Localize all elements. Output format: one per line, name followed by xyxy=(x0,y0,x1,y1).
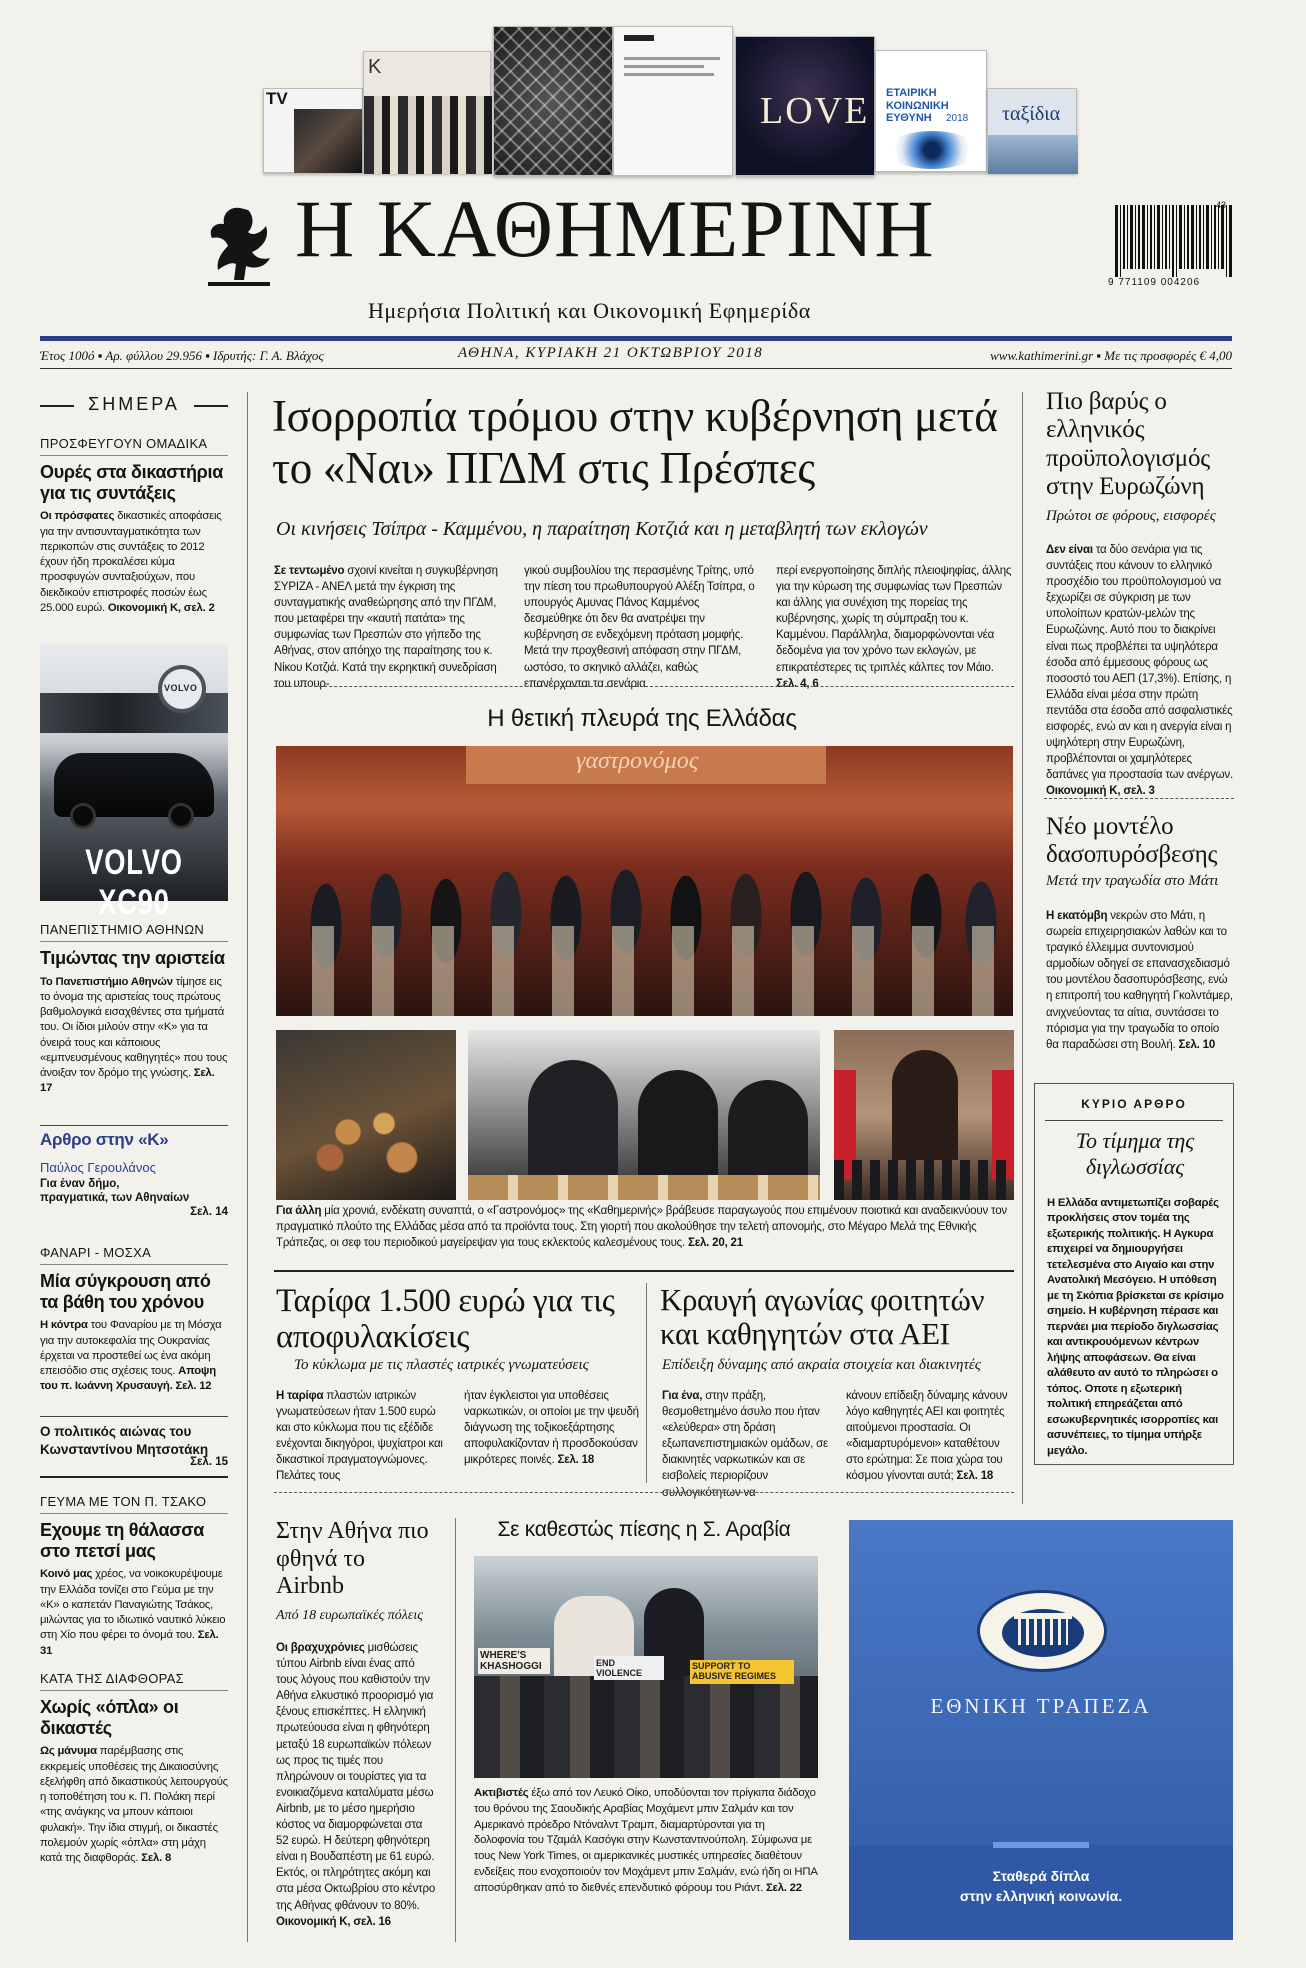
story-budget-headline[interactable]: Πιο βαρύς ο ελληνικός προϋπολογισμός στην Ευρωζώνη xyxy=(1046,388,1210,500)
kicker: ΓΕΥΜΑ ΜΕ ΤΟΝ Π. ΤΣΑΚΟ xyxy=(40,1494,228,1514)
story-headline[interactable]: Χωρίς «όπλα» οι δικαστές xyxy=(40,1697,179,1738)
page-ref: Σελ. 15 xyxy=(190,1456,228,1469)
cover-love-label: LOVE xyxy=(760,90,870,132)
photo-feature-label[interactable]: Η θετική πλευρά της Ελλάδας xyxy=(487,705,797,732)
story-budget-body: Δεν είναι τα δύο σενάρια για τις συντάξεις που κάνουν το ελληνικό προσχέδιο του προϋπολογισμού να ξεχωρίζει σε σύγκριση με των υπολοίπων κρατών-μελών της Ευρωζώνης. Αυτό που το διακρίνει είναι πως προβλέπει τα υψηλότερα έσοδα από έμμεσους φόρους ως ποσοστό του ΑΕΠ (17,3%). Επίσης, η Ελλάδα είναι μέσα στην πρώτη πεντάδα στα έσοδα από ασφαλιστικές εισφορές, ενώ αν και η ανεργία είναι η υψηλότερη στην Ευρωζώνη, προβλέπονται οι χαμηλότερες δαπάνες για προστασία των ανέργων. Οικονομική Κ, σελ. 3 xyxy=(1046,544,1233,798)
volvo-logo-icon: VOLVO xyxy=(158,665,206,713)
dashed-divider xyxy=(274,686,1014,687)
divider xyxy=(40,1416,228,1417)
divider xyxy=(40,1476,228,1478)
cover-tv[interactable] xyxy=(263,88,363,173)
griffin-logo-icon xyxy=(200,200,278,290)
cover-tv-label: TV xyxy=(266,89,288,108)
story-pensions[interactable] xyxy=(40,436,228,616)
article-title: Για έναν δήμο, πραγματικά, των Αθηναίων xyxy=(40,1177,190,1205)
supplement-covers xyxy=(235,48,1061,173)
editorial-kicker: ΚΥΡΙΟ ΑΡΘΡΟ xyxy=(1081,1097,1187,1111)
food-photo-1[interactable] xyxy=(276,1030,456,1200)
story-firefighting-deck: Μετά την τραγωδία στο Μάτι xyxy=(1046,873,1219,889)
masthead-subtitle: Ημερήσια Πολιτική και Οικονομική Εφημερίδα xyxy=(368,298,811,323)
cover-magazine[interactable] xyxy=(613,26,733,176)
dashed-divider xyxy=(1044,798,1234,799)
barcode-number: 9 771109 004206 xyxy=(1108,277,1201,288)
story-firefighting-body: Η εκατόμβη νεκρών στο Μάτι, η σωρεία επιχειρησιακών λαθών και το τραγικό έλλειμμα συντονισμού αρμοδίων οδηγεί σε επανασχεδιασμό του μοντέλου δασοπυρόσβεσης, ενώ η επιτροπή του καθηγητή Γκολντάμερ, ανιχνεύοντας τα αίτια, συντάσσει το πόρισμα για την τραγωδία το οποίο θα παραδώσει στη Βουλή. Σελ. 10 xyxy=(1046,910,1233,1051)
editorial-body: Η Ελλάδα αντιμετωπίζει σοβαρές προκλήσεις στον τομέα της εξωτερικής πολιτικής. Η Αγκυρα επιχειρεί να δημιουργήσει τετελεσμένα στο Αιγαίο και στην Ανατολική Μεσόγειο. Η υπόθεση με τη Σκόπια βρίσκεται σε κρίσιμο σημείο. Η κυβέρνηση πέρασε και περνάει μια περίοδο διγλωσσίας και αντικρουόμενων κέντρων λήψης αποφάσεων. Θα είναι αλάθευτο αν αυτό το πληρώσει ο τόπος. Οποτε η εξωτερική πολιτική επηρεάζεται από εσωκυβερνητικές ισορροπίες και ασυνέπειες, το τίμημα υπήρξε μεγάλο. xyxy=(1047,1197,1224,1457)
story-body: Οι πρόσφατες δικαστικές αποφάσεις για την αντισυνταγματικότητα των περικοπών στις συντάξεις το 2012 έχουν ήδη προκαλέσει κύμα προσφυγών συνταξιούχων, που διεκδικούν επιστροφές ποσών έως 25.000 ευρώ. Οικονομική Κ, σελ. 2 xyxy=(40,510,222,614)
lead-deck: Οι κινήσεις Τσίπρα - Καμμένου, η παραίτηση Κοτζιά και η μεταβλητή των εκλογών xyxy=(276,518,928,540)
story-headline[interactable]: Ουρές στα δικαστήρια για τις συντάξεις xyxy=(40,462,223,503)
chefs-photo[interactable] xyxy=(468,1030,820,1200)
bank-name: ΕΘΝΙΚΗ ΤΡΑΠΕΖΑ xyxy=(930,1694,1152,1718)
kicker: ΠΡΟΣΦΕΥΓΟΥΝ ΟΜΑΔΙΚΑ xyxy=(40,436,228,456)
story-b-col2: κάνουν επίδειξη δύναμης κάνουν λόγο καθηγητές ΑΕΙ και φοιτητές αιτούμενοι προστασία. Οι «διαμαρτυρόμενοι» καταθέτουν στο ερώτημα: Σε ποια χώρα του κόσμου γίνονται αυτά; Σελ. 18 xyxy=(846,1390,1008,1483)
cover-portrait[interactable] xyxy=(493,26,613,176)
story-mitsotakis[interactable] xyxy=(40,1423,228,1468)
story-c-deck: Από 18 ευρωπαϊκές πόλεις xyxy=(276,1608,423,1623)
kicker: ΚΑΤΑ ΤΗΣ ΔΙΑΦΘΟΡΑΣ xyxy=(40,1671,228,1691)
masthead-title[interactable]: Η ΚΑΘΗΜΕΡΙΝΗ xyxy=(295,183,935,274)
cover-travel-label: ταξίδια xyxy=(1002,103,1061,125)
story-a-headline[interactable]: Ταρίφα 1.500 ευρώ για τις αποφυλακίσεις xyxy=(276,1283,615,1356)
issue-info: Έτος 100ό ▪ Αρ. φύλλου 29.956 ▪ Ιδρυτής: Γ. Α. Βλάχος xyxy=(40,348,324,363)
bank-logo-icon xyxy=(977,1590,1107,1672)
cover-corporate-year: 2018 xyxy=(946,113,969,124)
banner-text: γαστρονόμος xyxy=(576,748,699,774)
volvo-ad-text: VOLVO XC90 xyxy=(85,843,183,922)
protest-caption: Ακτιβιστές έξω από τον Λευκό Οίκο, υποδύονται τον πρίγκιπα διάδοχο του θρόνου της Σαουδικής Αραβίας Μοχάμεντ μπιν Σαλμάν και τον Αμερικανό πρόεδρο Ντόναλντ Τραμπ, διαμαρτύρονται για τη δολοφονία του Τζαμάλ Κασόγκι στην Κωνσταντινούπολη. Σύμφωνα με τους New York Times, οι αμερικανικές μυστικές υπηρεσίες διαθέτουν ενδείξεις που ενοχοποιούν τον Μοχάμεντ μπιν Σαλμάν, ενώ ήδη οι ΗΠΑ αποσύρθηκαν από το διεθνές επενδυτικό φόρουμ του Ριάντ. Σελ. 22 xyxy=(474,1787,818,1894)
cover-k[interactable] xyxy=(363,51,491,173)
protest-sign-violence: END VIOLENCE xyxy=(594,1656,664,1680)
date-line: ΑΘΗΝΑ, ΚΥΡΙΑΚΗ 21 ΟΚΤΩΒΡΙΟΥ 2018 xyxy=(458,345,764,361)
cover-k-label: K xyxy=(368,56,382,78)
column-rule-left xyxy=(247,392,248,1942)
story-k-article[interactable] xyxy=(40,1130,228,1218)
kicker: ΦΑΝΑΡΙ - ΜΟΣΧΑ xyxy=(40,1245,228,1265)
story-headline[interactable]: Μία σύγκρουση από τα βάθη του χρόνου xyxy=(40,1271,211,1312)
info-rule xyxy=(40,368,1232,369)
story-a-col1: Η ταρίφα πλαστών ιατρικών γνωματεύσεων ήταν 1.500 ευρώ και στο κύκλωμα που τις εξέδιδε ενέχονται δικηγόροι, ψυχίατροι και δικαστικοί πραγματογνώμονες. Πελάτες τους xyxy=(276,1390,443,1483)
story-c-body: Οι βραχυχρόνιες μισθώσεις τύπου Airbnb είναι ένας από τους λόγους που καθιστούν την Αθήνα ελκυστικό προορισμό για ξένους επισκέπτες. Η ελληνική πρωτεύουσα είναι η φθηνότερη μεταξύ 18 ευρωπαϊκών πόλεων ως προς τις τιμές που πληρώνουν οι τουρίστες για τα ενοικιαζόμενα καταλύματα μέσω Airbnb, με το μέσο ημερήσιο κόστος να διαμορφώνεται στα 52 ευρώ. Η δεύτερη φθηνότερη είναι η Βουδαπέστη με 61 ευρώ. Εκτός, οι πληρότητες ακόμη και στα μέσα Οκτωβρίου στο κέντρο της Αθήνας φθάνουν το 80%. Οικονομική Κ, σελ. 16 xyxy=(276,1642,436,1928)
barcode-issue: 43 xyxy=(1216,200,1227,210)
story-budget-deck: Πρώτοι σε φόρους, εισφορές xyxy=(1046,508,1216,524)
editorial-box[interactable] xyxy=(1034,1083,1234,1465)
masthead-rule xyxy=(40,336,1232,341)
website-price[interactable]: www.kathimerini.gr ▪ Με τις προσφορές € 4,00 xyxy=(990,348,1232,363)
story-b-headline[interactable]: Κραυγή αγωνίας φοιτητών και καθηγητών στα ΑΕΙ xyxy=(660,1282,985,1352)
story-firefighting-headline[interactable]: Νέο μοντέλο δασοπυρόσβεσης xyxy=(1046,813,1218,869)
info-bar xyxy=(40,344,1232,366)
author: Παύλος Γερουλάνος xyxy=(40,1159,156,1175)
kicker: ΠΑΝΕΠΙΣΤΗΜΙΟ ΑΘΗΝΩΝ xyxy=(40,922,228,942)
story-headline[interactable]: Ο πολιτικός αιώνας του Κωνσταντίνου Μητσοτάκη xyxy=(40,1424,209,1457)
divider xyxy=(40,1125,228,1126)
megaro-mela-photo[interactable] xyxy=(834,1030,1014,1200)
column-rule xyxy=(455,1518,456,1942)
national-bank-ad[interactable] xyxy=(849,1520,1233,1940)
story-b-deck: Επίδειξη δύναμης από ακραία στοιχεία και διακινητές xyxy=(662,1357,981,1373)
story-a-col2: ήταν έγκλειστοι για υποθέσεις ναρκωτικών, οι οποίοι με την ψευδή διάγνωση της τοξικοεξάρτησης αποφυλακίζονταν ή προσδοκούσαν μικρότερες ποινές. Σελ. 18 xyxy=(464,1390,639,1467)
cover-love[interactable] xyxy=(735,36,875,176)
page-ref: Σελ. 14 xyxy=(190,1206,228,1218)
barcode-icon xyxy=(1115,205,1233,277)
cover-corporate[interactable] xyxy=(875,50,987,172)
section-rule xyxy=(274,1270,1014,1272)
award-group-photo[interactable] xyxy=(276,746,1013,1016)
protest-sign-regimes: SUPPORT TO ABUSIVE REGIMES xyxy=(690,1660,794,1684)
story-body: Κοινό μας χρέος, να νοικοκυρέψουμε την Ελλάδα τονίζει στο Γεύμα με την «Κ» ο καπετάν Παναγιώτης Τσάκος, μιλώντας για το ιδιωτικό ναυτικό λύκειο στη Χίο που φέρει το όνομά του. Σελ. 31 xyxy=(40,1568,226,1657)
today-label: ΣΗΜΕΡΑ xyxy=(40,394,228,415)
photo-caption: Για άλλη μία χρονιά, ενδέκατη συναπτά, ο «Γαστρονόμος» της «Καθημερινής» βράβευσε παραγωγούς που επιμένουν ποιοτικά και αναδεικνύουν τον πραγματικό πλούτο της Ελλάδας μέσα από τα προϊόντα τους. Στη γιορτή που ακολούθησε την τελετή απονομής, στο Μέγαρο Μελά της Εθνικής Τράπεζας, οι σεφ του περιοδικού μαγείρεψαν για τους εκλεκτούς καλεσμένους τους. Σελ. 20, 21 xyxy=(276,1205,1007,1250)
lead-body-col1: Σε τεντωμένο σχοινί κινείται η συγκυβέρνηση ΣΥΡΙΖΑ - ΑΝΕΛ μετά την έγκριση της συνταγματικής αναθεώρησης από την ΠΓΔΜ, που μεταφέρει την «καυτή πατάτα» της συμφωνίας των Πρεσπών στο γήπεδο της Αθήνας, στον απόηχο της παραίτησης του κ. Νίκου Κοτζιά. Κατά την εκρηκτική συνεδρίαση του υπουρ- xyxy=(274,565,498,690)
story-judges[interactable] xyxy=(40,1671,228,1866)
editorial-headline[interactable]: Το τίμημα της διγλωσσίας xyxy=(1075,1128,1195,1180)
protest-photo[interactable] xyxy=(474,1556,818,1778)
column-rule-right xyxy=(1022,392,1023,1504)
volvo-ad[interactable] xyxy=(40,643,228,922)
story-a-deck: Το κύκλωμα με τις πλαστές ιατρικές γνωματεύσεις xyxy=(294,1357,589,1373)
story-phanar[interactable] xyxy=(40,1245,228,1395)
story-d-headline[interactable]: Σε καθεστώς πίεσης η Σ. Αραβία xyxy=(497,1518,791,1541)
cover-travel[interactable] xyxy=(987,88,1077,173)
story-body: Η κόντρα του Φαναρίου με τη Μόσχα για την αυτοκεφαλία της Ουκρανίας έρχεται να προστεθεί ως ένα ακόμη επεισόδιο στις σχέσεις τους. Αποψη του π. Ιωάννη Χρυσαυγή. Σελ. 12 xyxy=(40,1319,222,1393)
story-c-headline[interactable]: Στην Αθήνα πιο φθηνά το Airbnb xyxy=(276,1518,429,1600)
lead-body-col2: γικού συμβουλίου της περασμένης Τρίτης, υπό την πίεση του πρωθυπουργού Αλέξη Τσίπρα, ο υπουργός Αμυνας Πάνος Καμμένος δεσμεύθηκε ότι δεν θα ανατρέψει την κυβέρνηση σε ενδεχόμενη πρόταση μομφής. Μετά την προχθεσινή απόφαση στην ΠΓΔΜ, ωστόσο, το σκηνικό αλλάζει, καθώς επανέρχονται τα σενάρια xyxy=(524,565,755,690)
story-body: Το Πανεπιστήμιο Αθηνών τίμησε εις το όνομα της αριστείας τους πρώτους βαθμολογικά εισαχθέντες στα τμήματά του. Οι ίδιοι μιλούν στην «Κ» για τα όνειρά τους και κάποιους «εμπνευσμένους καθηγητές» που τους άνοιξαν τον δρόμο της γνώσης. Σελ. 17 xyxy=(40,975,228,1095)
story-headline[interactable]: Εχουμε τη θάλασσα στο πετσί μας xyxy=(40,1520,205,1561)
bank-slogan-line1: Σταθερά δίπλα xyxy=(992,1868,1090,1884)
cover-corporate-label: ΕΤΑΙΡΙΚΗ ΚΟΙΝΩΝΙΚΗ ΕΥΘΥΝΗ xyxy=(886,87,949,125)
story-b-col1: Για ένα, στην πράξη, θεσμοθετημένο άσυλο που ήταν «ελεύθερα» στη δράση εξωπανεπιστημιακών ομάδων, σε διακινητές ναρκωτικών και σε εισβολείς περιορίζουν συλλογικότητων να xyxy=(662,1390,828,1499)
story-university[interactable] xyxy=(40,922,228,1097)
column-rule xyxy=(646,1283,647,1483)
story-tsakos[interactable] xyxy=(40,1494,228,1659)
dashed-divider xyxy=(274,1492,1014,1493)
story-body: Ως μάνυμα παρέμβασης στις εκκρεμείς υποθέσεις της Δικαιοσύνης εξελήφθη από δικαστικούς λειτουργούς η τοποθέτηση του κ. Π. Πολάκη περί «της ανάγκης να μπουν κάποιοι φυλακή». Την ίδια στιγμή, οι δικαστές πολεμούν χωρίς «όπλα» στη μάχη κατά της διαφθοράς. Σελ. 8 xyxy=(40,1745,228,1865)
lead-body-col3: περί ενεργοποίησης διπλής πλειοψηφίας, άλλης για την κύρωση της συμφωνίας των Πρεσπών και άλλης για συνέχιση της πορείας της κυβέρνησης, χωρίς τη σύμπραξη του κ. Καμμένου. Παράλληλα, διαμορφώνονται νέα δεδομένα για τον χρόνο των εκλογών, με επικρατέστερες τις τριπλές κάλπες τον Μάιο. Σελ. 4, 6 xyxy=(776,565,1012,690)
story-headline[interactable]: Αρθρο στην «Κ» xyxy=(40,1130,169,1149)
lead-headline[interactable]: Ισορροπία τρόμου στην κυβέρνηση μετά το «Ναι» ΠΓΔΜ στις Πρέσπες xyxy=(272,391,998,494)
bank-slogan-line2: στην ελληνική κοινωνία. xyxy=(959,1888,1123,1904)
protest-sign-khashoggi: WHERE'S KHASHOGGI xyxy=(478,1648,550,1674)
story-headline[interactable]: Τιμώντας την αριστεία xyxy=(40,948,225,968)
